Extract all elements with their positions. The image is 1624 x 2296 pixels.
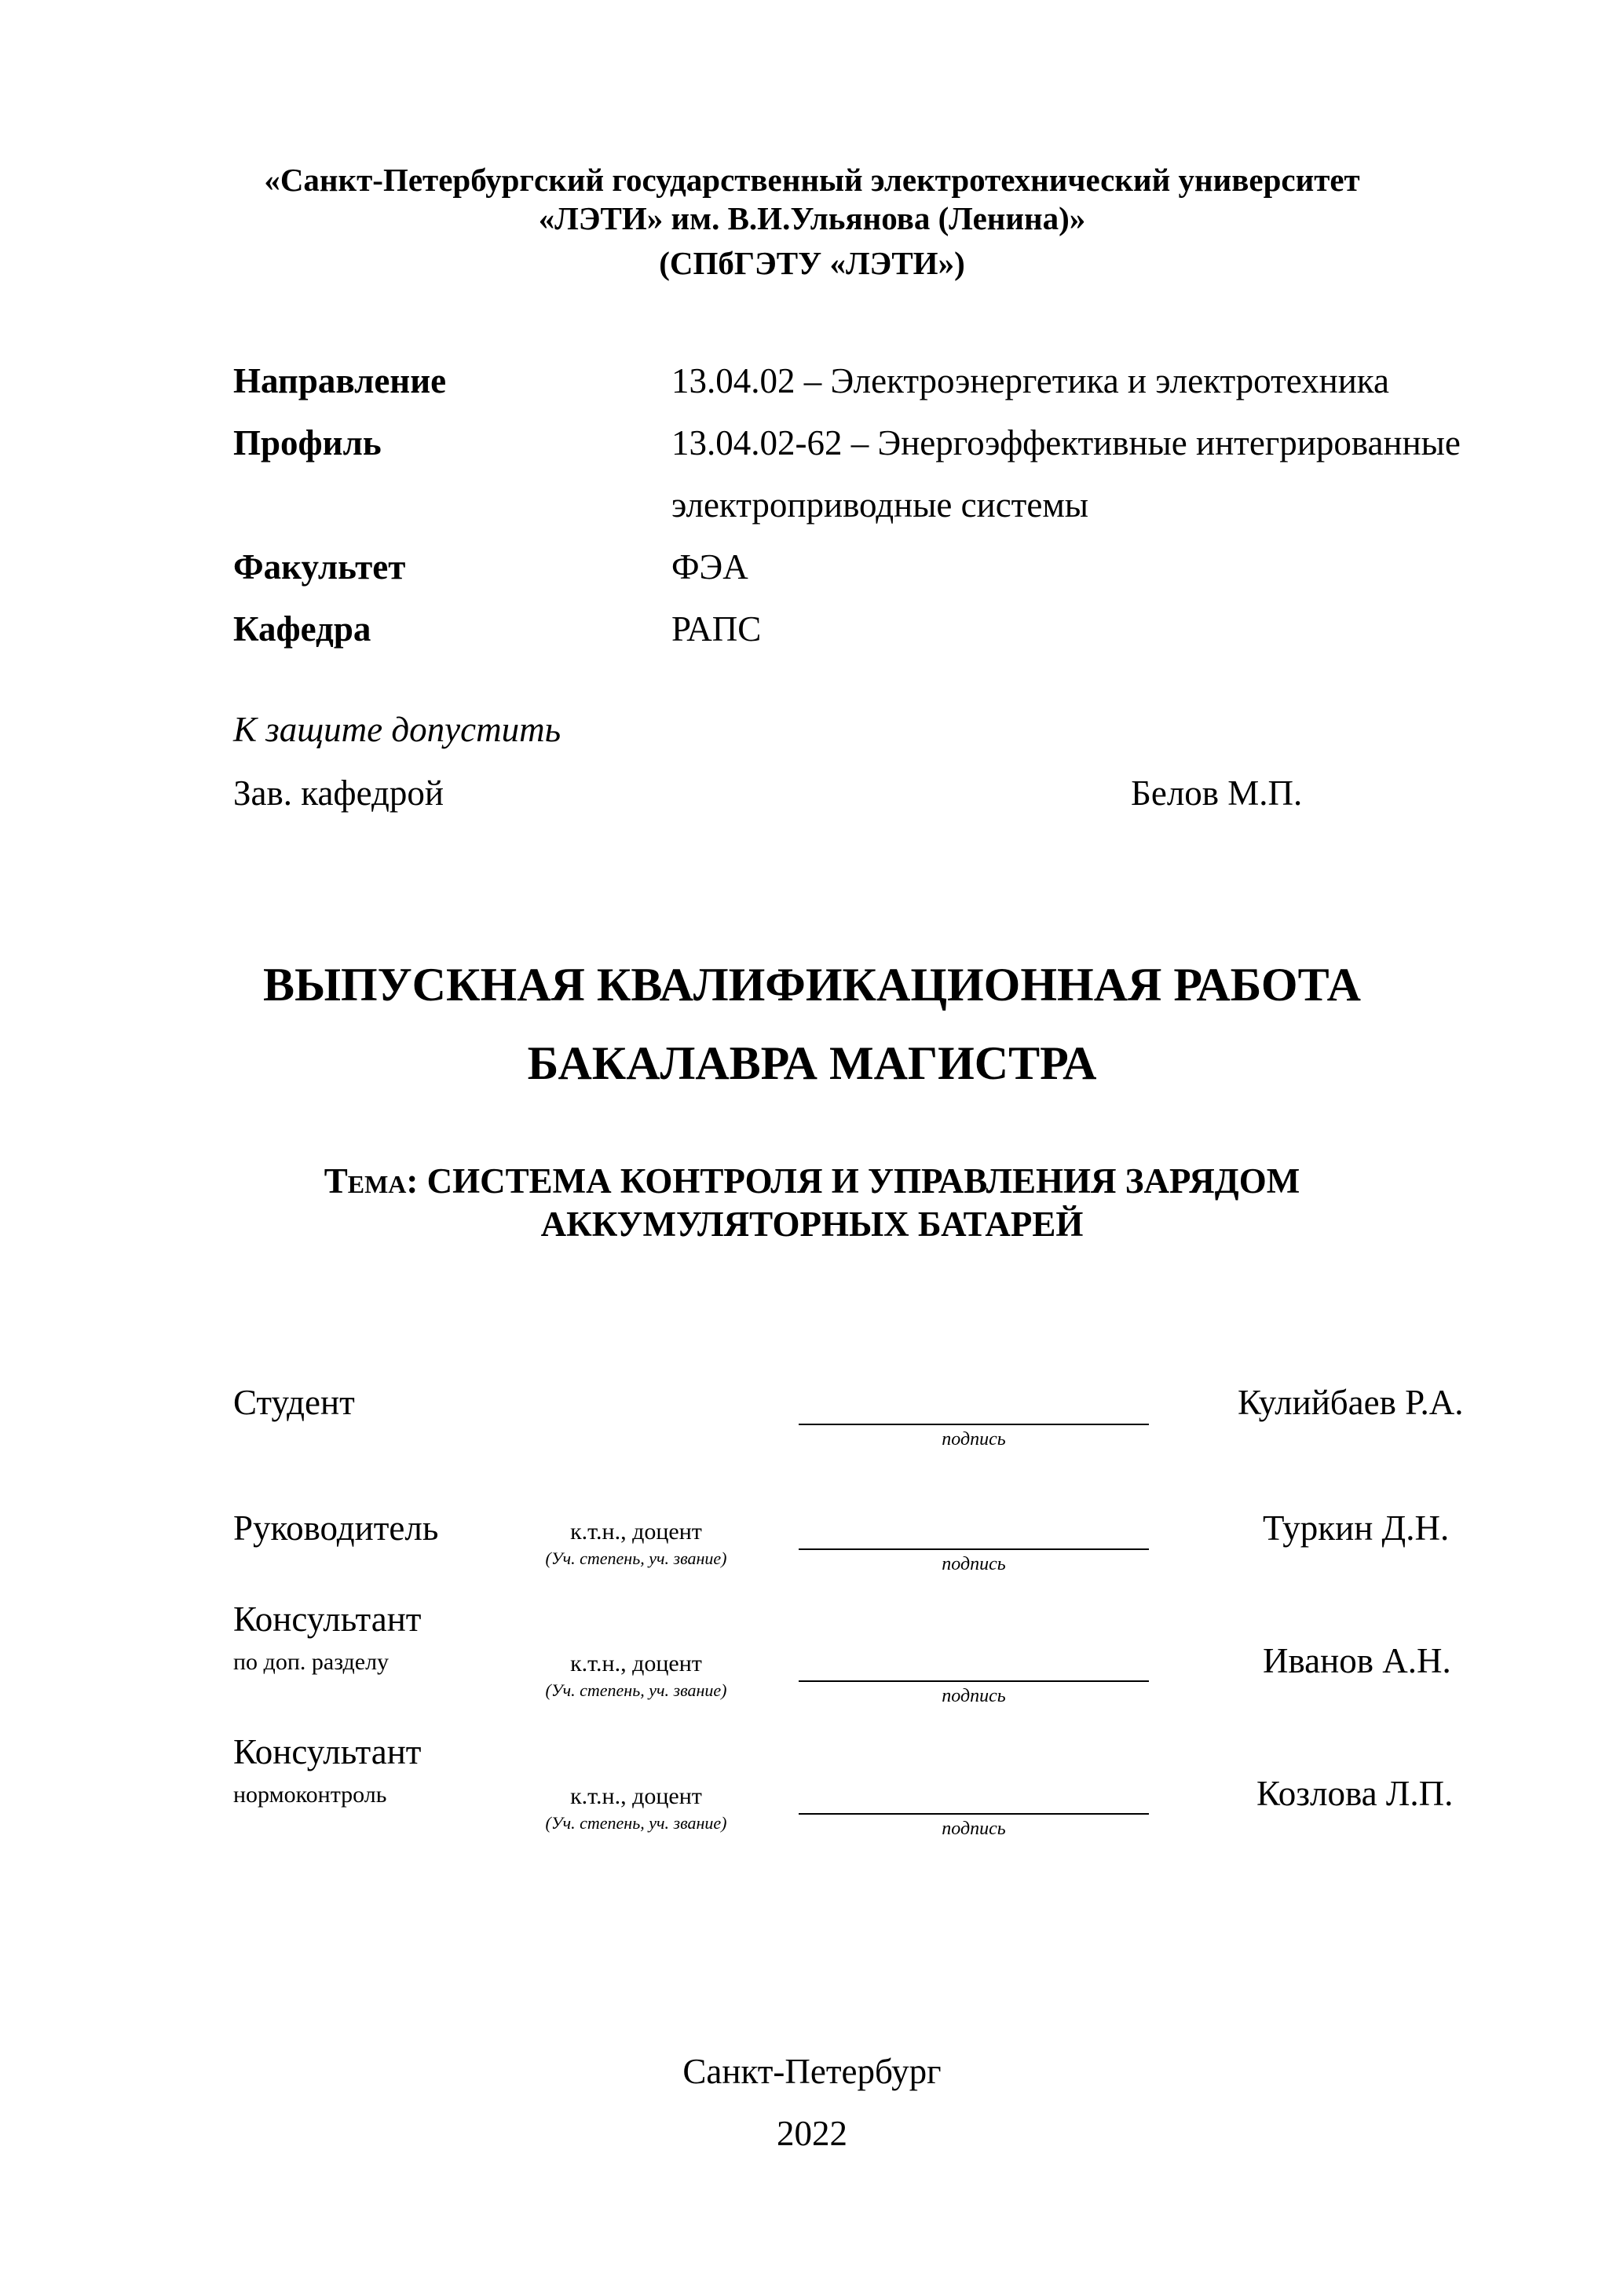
footer-city: Санкт-Петербург [682, 2052, 942, 2091]
supervisor-degree: к.т.н., доцент [570, 1519, 702, 1545]
normcontrol-signature-hint: подпись [942, 1819, 1006, 1839]
faculty-label: Факультет [233, 547, 406, 587]
consultant-name: Иванов А.Н. [1263, 1641, 1451, 1680]
direction-value: 13.04.02 – Электроэнергетика и электротехника [671, 361, 1389, 400]
admission-name: Белов М.П. [1131, 773, 1303, 813]
supervisor-degree-hint: (Уч. степень, уч. звание) [545, 1548, 727, 1568]
consultant-degree-hint: (Уч. степень, уч. звание) [545, 1680, 727, 1700]
topic-prefix: Тема: [324, 1161, 419, 1201]
topic-line1 [0, 1161, 1624, 1201]
consultant-signature-line [799, 1680, 1149, 1682]
document-title-line1: ВЫПУСКНАЯ КВАЛИФИКАЦИОННАЯ РАБОТА [263, 959, 1361, 1011]
admission-title: К защите допустить [233, 710, 561, 749]
normcontrol-degree: к.т.н., доцент [570, 1783, 702, 1809]
profile-label: Профиль [233, 423, 382, 462]
normcontrol-role: Консультант [233, 1732, 422, 1771]
consultant-role: Консультант [233, 1600, 422, 1639]
supervisor-signature-line [799, 1548, 1149, 1550]
profile-value-continued: электроприводные системы [671, 485, 1089, 525]
faculty-value: ФЭА [671, 547, 748, 587]
profile-value: 13.04.02-62 – Энергоэффективные интегрированные [671, 423, 1461, 462]
topic-text-line1: СИСТЕМА КОНТРОЛЯ И УПРАВЛЕНИЯ ЗАРЯДОМ [426, 1161, 1300, 1201]
supervisor-role: Руководитель [233, 1508, 439, 1548]
normcontrol-degree-hint: (Уч. степень, уч. звание) [545, 1813, 727, 1833]
consultant-subrole: по доп. разделу [233, 1649, 390, 1675]
supervisor-name: Туркин Д.Н. [1263, 1508, 1450, 1548]
normcontrol-signature-line [799, 1813, 1149, 1815]
document-title-line2: БАКАЛАВРА МАГИСТРА [527, 1037, 1097, 1089]
student-role: Студент [233, 1383, 355, 1422]
topic-line2: АККУМУЛЯТОРНЫХ БАТАРЕЙ [540, 1205, 1084, 1244]
admission-role: Зав. кафедрой [233, 773, 444, 813]
consultant-degree: к.т.н., доцент [570, 1651, 702, 1676]
supervisor-signature-hint: подпись [942, 1554, 1006, 1574]
university-name-line1: «Санкт-Петербургский государственный электротехнический университет [264, 162, 1360, 198]
consultant-signature-hint: подпись [942, 1686, 1006, 1706]
direction-label: Направление [233, 361, 447, 400]
footer-year: 2022 [777, 2114, 847, 2153]
department-value: РАПС [671, 609, 762, 649]
student-signature-line [799, 1424, 1149, 1425]
university-name-line2: «ЛЭТИ» им. В.И.Ульянова (Ленина)» [538, 200, 1086, 236]
university-abbreviation: (СПбГЭТУ «ЛЭТИ») [659, 245, 965, 281]
student-signature-hint: подпись [942, 1429, 1006, 1450]
department-label: Кафедра [233, 609, 371, 649]
student-name: Кулийбаев Р.А. [1238, 1383, 1464, 1422]
normcontrol-name: Козлова Л.П. [1256, 1774, 1454, 1813]
normcontrol-subrole: нормоконтроль [233, 1782, 387, 1808]
